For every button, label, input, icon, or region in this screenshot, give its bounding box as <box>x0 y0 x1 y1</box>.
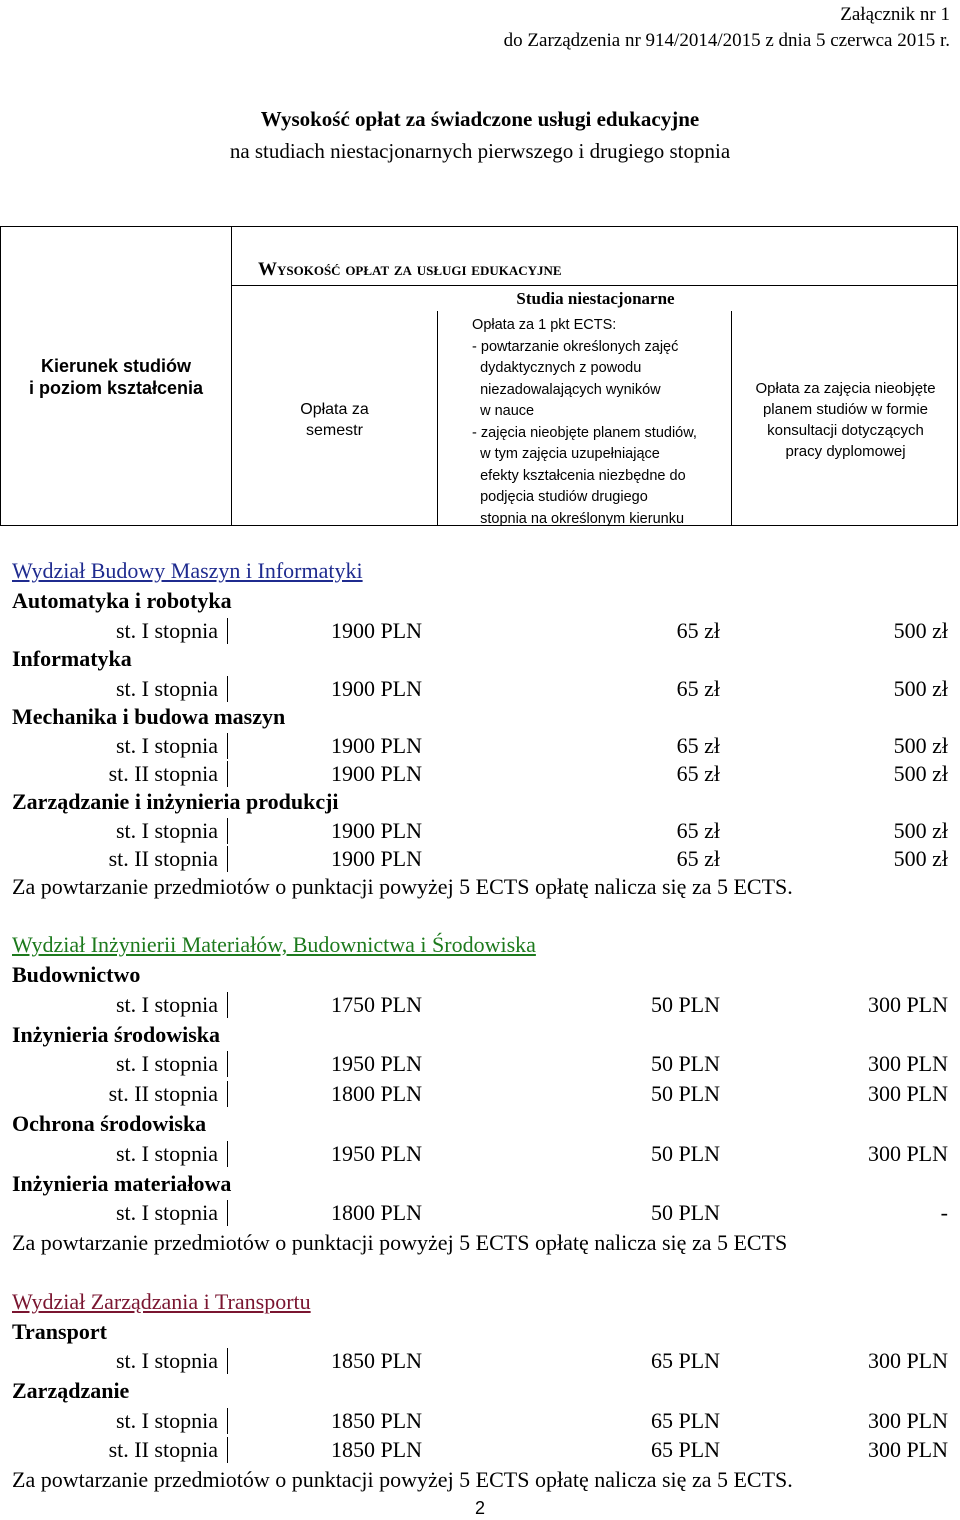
col-consultation-fee: Opłata za zajęcia nieobjęte planem studiów w formie konsultacji dotyczących pracy dyplomowej <box>755 379 936 460</box>
fee-row <box>0 1435 960 1465</box>
level: st. II stopnia <box>108 846 218 871</box>
consult-fee: 500 zł <box>893 846 948 871</box>
program-name: Ochrona środowiska <box>12 1111 207 1136</box>
ects-note: Za powtarzanie przedmiotów o punktacji powyżej 5 ECTS opłatę nalicza się za 5 ECTS <box>12 1230 788 1255</box>
program-name: Transport <box>12 1319 107 1344</box>
fee-row <box>0 616 960 646</box>
fee-row <box>0 844 960 874</box>
fee-row <box>0 1346 960 1376</box>
fee-row <box>0 1198 960 1228</box>
level: st. I stopnia <box>115 1051 218 1076</box>
fee-row <box>0 1406 960 1436</box>
faculty-heading: Wydział Inżynierii Materiałów, Budownictwa i Środowiska <box>12 932 536 957</box>
level: st. I stopnia <box>115 733 218 758</box>
level: st. I stopnia <box>115 1408 218 1433</box>
fee-row <box>0 674 960 704</box>
semester-fee: 1900 PLN <box>330 846 422 871</box>
fee-row <box>0 816 960 846</box>
level: st. II stopnia <box>108 1081 218 1106</box>
fee-row <box>0 1049 960 1079</box>
level: st. I stopnia <box>115 1141 218 1166</box>
fee-header-table <box>0 226 958 526</box>
ects-fee: 65 PLN <box>650 1408 720 1433</box>
attachment-label: Załącznik nr 1 <box>840 4 950 25</box>
ects-fee: 65 PLN <box>650 1437 720 1462</box>
program-name: Zarządzanie i inżynieria produkcji <box>12 789 339 814</box>
consult-fee: 300 PLN <box>867 1437 948 1462</box>
semester-fee: 1900 PLN <box>330 818 422 843</box>
level: st. I stopnia <box>115 818 218 843</box>
fee-row <box>0 1079 960 1109</box>
consult-fee: 300 PLN <box>867 1081 948 1106</box>
ects-note: Za powtarzanie przedmiotów o punktacji powyżej 5 ECTS opłatę nalicza się za 5 ECTS. <box>12 874 793 899</box>
level: st. I stopnia <box>115 676 218 701</box>
ects-fee: 65 zł <box>676 846 720 871</box>
consult-fee: 500 zł <box>893 733 948 758</box>
consult-fee: 300 PLN <box>867 1141 948 1166</box>
fee-row <box>0 1139 960 1169</box>
semester-fee: 1800 PLN <box>330 1200 422 1225</box>
consult-fee: 500 zł <box>893 618 948 643</box>
consult-fee: 500 zł <box>893 676 948 701</box>
semester-fee: 1950 PLN <box>330 1141 422 1166</box>
program-name: Inżynieria materiałowa <box>12 1171 232 1196</box>
program-name: Zarządzanie <box>12 1378 130 1403</box>
program-name: Informatyka <box>12 646 132 671</box>
part-time-studies-header: Studia niestacjonarne <box>516 289 675 308</box>
faculty-heading: Wydział Budowy Maszyn i Informatyki <box>12 558 363 583</box>
faculty-heading: Wydział Zarządzania i Transportu <box>12 1289 311 1314</box>
ects-fee: 65 zł <box>676 761 720 786</box>
level: st. II stopnia <box>108 1437 218 1462</box>
ordinance-reference: do Zarządzenia nr 914/2014/2015 z dnia 5 czerwca 2015 r. <box>503 30 950 51</box>
ects-fee: 50 PLN <box>650 1141 720 1166</box>
ects-fee: 50 PLN <box>650 992 720 1017</box>
page-number: 2 <box>474 1498 485 1518</box>
col-program-level: Kierunek studiów i poziom kształcenia <box>28 356 204 398</box>
fee-row <box>0 759 960 789</box>
level: st. II stopnia <box>108 761 218 786</box>
program-name: Automatyka i robotyka <box>12 588 232 613</box>
col-ects-fee: Opłata za 1 pkt ECTS: - powtarzanie określonych zajęć dydaktycznych z powodu niezadowalających wyników w nauce - zajęcia nieobjęte planem studiów, w tym zajęcia uzupełniające efekty kształcenia niezbędne do podjęcia studiów drugiego stopnia na określonym kierunku <box>472 317 697 527</box>
semester-fee: 1800 PLN <box>330 1081 422 1106</box>
semester-fee: 1850 PLN <box>330 1348 422 1373</box>
consult-fee: 300 PLN <box>867 1348 948 1373</box>
program-name: Mechanika i budowa maszyn <box>12 704 286 729</box>
document-subtitle: na studiach niestacjonarnych pierwszego i drugiego stopnia <box>229 139 731 163</box>
fee-row <box>0 990 960 1020</box>
level: st. I stopnia <box>115 1348 218 1373</box>
ects-fee: 65 zł <box>676 618 720 643</box>
consult-fee: 300 PLN <box>867 1051 948 1076</box>
fee-row <box>0 731 960 761</box>
ects-fee: 50 PLN <box>650 1200 720 1225</box>
semester-fee: 1900 PLN <box>330 618 422 643</box>
semester-fee: 1850 PLN <box>330 1437 422 1462</box>
col-semester-fee: Opłata za semestr <box>300 400 369 439</box>
level: st. I stopnia <box>115 618 218 643</box>
ects-fee: 50 PLN <box>650 1051 720 1076</box>
consult-fee: 300 PLN <box>867 992 948 1017</box>
ects-fee: 65 zł <box>676 676 720 701</box>
level: st. I stopnia <box>115 992 218 1017</box>
program-name: Budownictwo <box>12 962 141 987</box>
ects-fee: 65 zł <box>676 733 720 758</box>
document-title: Wysokość opłat za świadczone usługi edukacyjne <box>260 107 700 131</box>
semester-fee: 1900 PLN <box>330 761 422 786</box>
semester-fee: 1900 PLN <box>330 676 422 701</box>
semester-fee: 1750 PLN <box>330 992 422 1017</box>
semester-fee: 1950 PLN <box>330 1051 422 1076</box>
consult-fee: 500 zł <box>893 761 948 786</box>
program-name: Inżynieria środowiska <box>12 1022 221 1047</box>
level: st. I stopnia <box>115 1200 218 1225</box>
fees-group-header: Wysokość opłat za usługi edukacyjne <box>258 259 562 280</box>
ects-note: Za powtarzanie przedmiotów o punktacji powyżej 5 ECTS opłatę nalicza się za 5 ECTS. <box>12 1467 793 1492</box>
semester-fee: 1850 PLN <box>330 1408 422 1433</box>
consult-fee: 300 PLN <box>867 1408 948 1433</box>
ects-fee: 65 PLN <box>650 1348 720 1373</box>
semester-fee: 1900 PLN <box>330 733 422 758</box>
ects-fee: 65 zł <box>676 818 720 843</box>
consult-fee: - <box>940 1200 948 1225</box>
ects-fee: 50 PLN <box>650 1081 720 1106</box>
consult-fee: 500 zł <box>893 818 948 843</box>
